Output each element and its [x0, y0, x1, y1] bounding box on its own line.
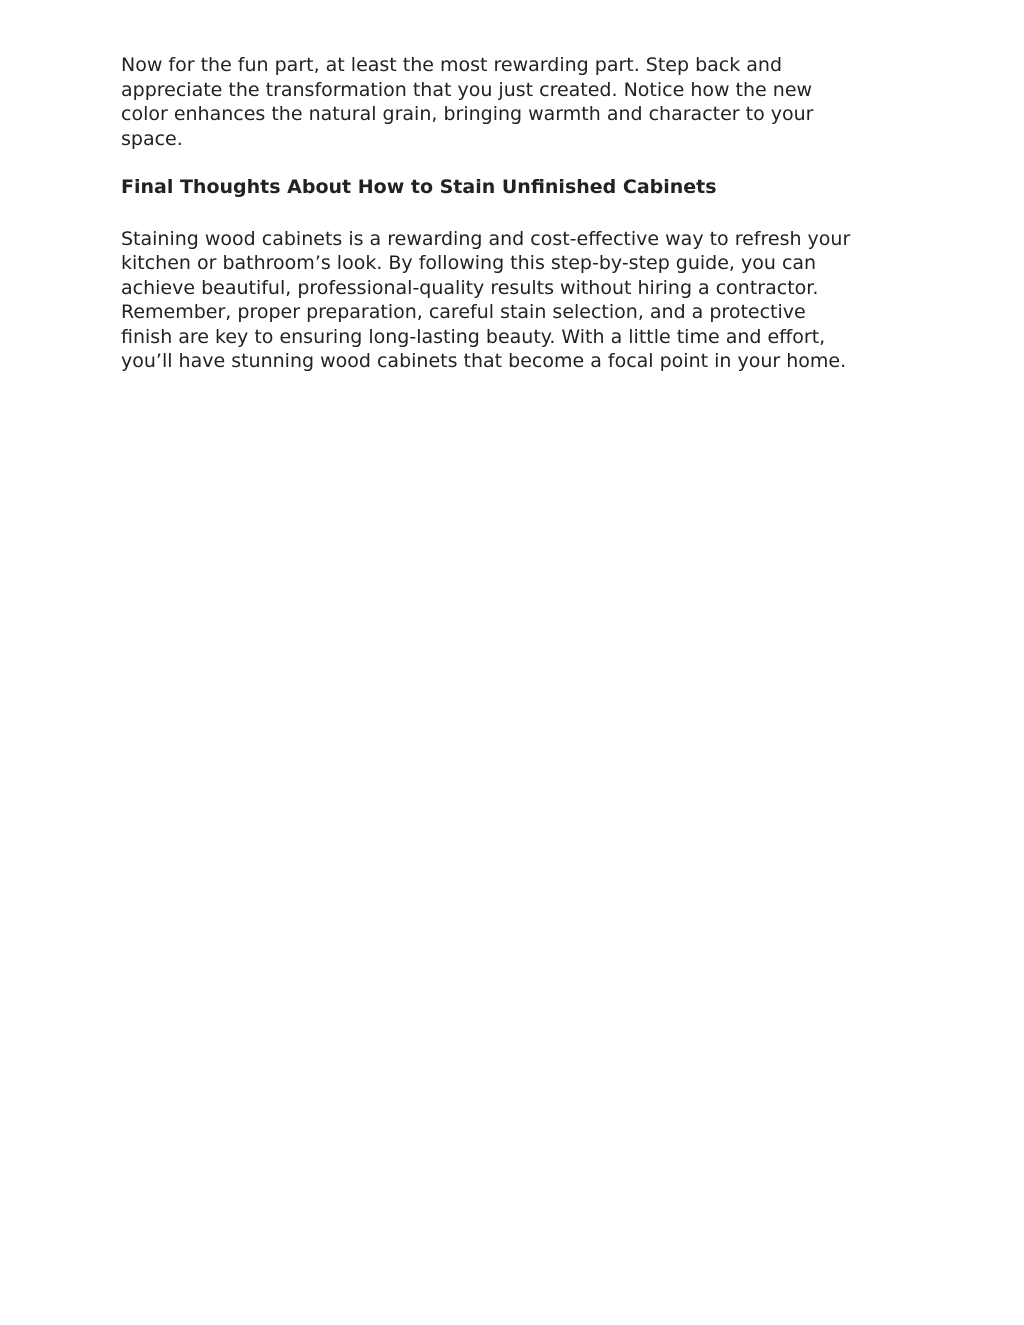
section-heading: Final Thoughts About How to Stain Unfinished Cabinets [121, 176, 717, 198]
intro-line: space. [121, 127, 183, 150]
conclusion-paragraph [121, 227, 921, 374]
conclusion-line: achieve beautiful, professional-quality results without hiring a contractor. [121, 276, 819, 299]
intro-line: color enhances the natural grain, bringing warmth and character to your [121, 103, 814, 125]
document-page [121, 53, 921, 374]
conclusion-line: finish are key to ensuring long-lasting beauty. With a little time and effort, [121, 325, 826, 348]
conclusion-line: Remember, proper preparation, careful stain selection, and a protective [121, 301, 806, 323]
conclusion-line: Staining wood cabinets is a rewarding and cost-effective way to refresh your [121, 227, 851, 250]
intro-line: appreciate the transformation that you just created. Notice how the new [121, 78, 813, 101]
intro-line: Now for the fun part, at least the most rewarding part. Step back and [121, 54, 783, 76]
conclusion-line: kitchen or bathroom’s look. By following this step-by-step guide, you can [121, 252, 817, 274]
conclusion-line: you’ll have stunning wood cabinets that become a focal point in your home. [121, 350, 847, 372]
intro-paragraph [121, 53, 921, 151]
